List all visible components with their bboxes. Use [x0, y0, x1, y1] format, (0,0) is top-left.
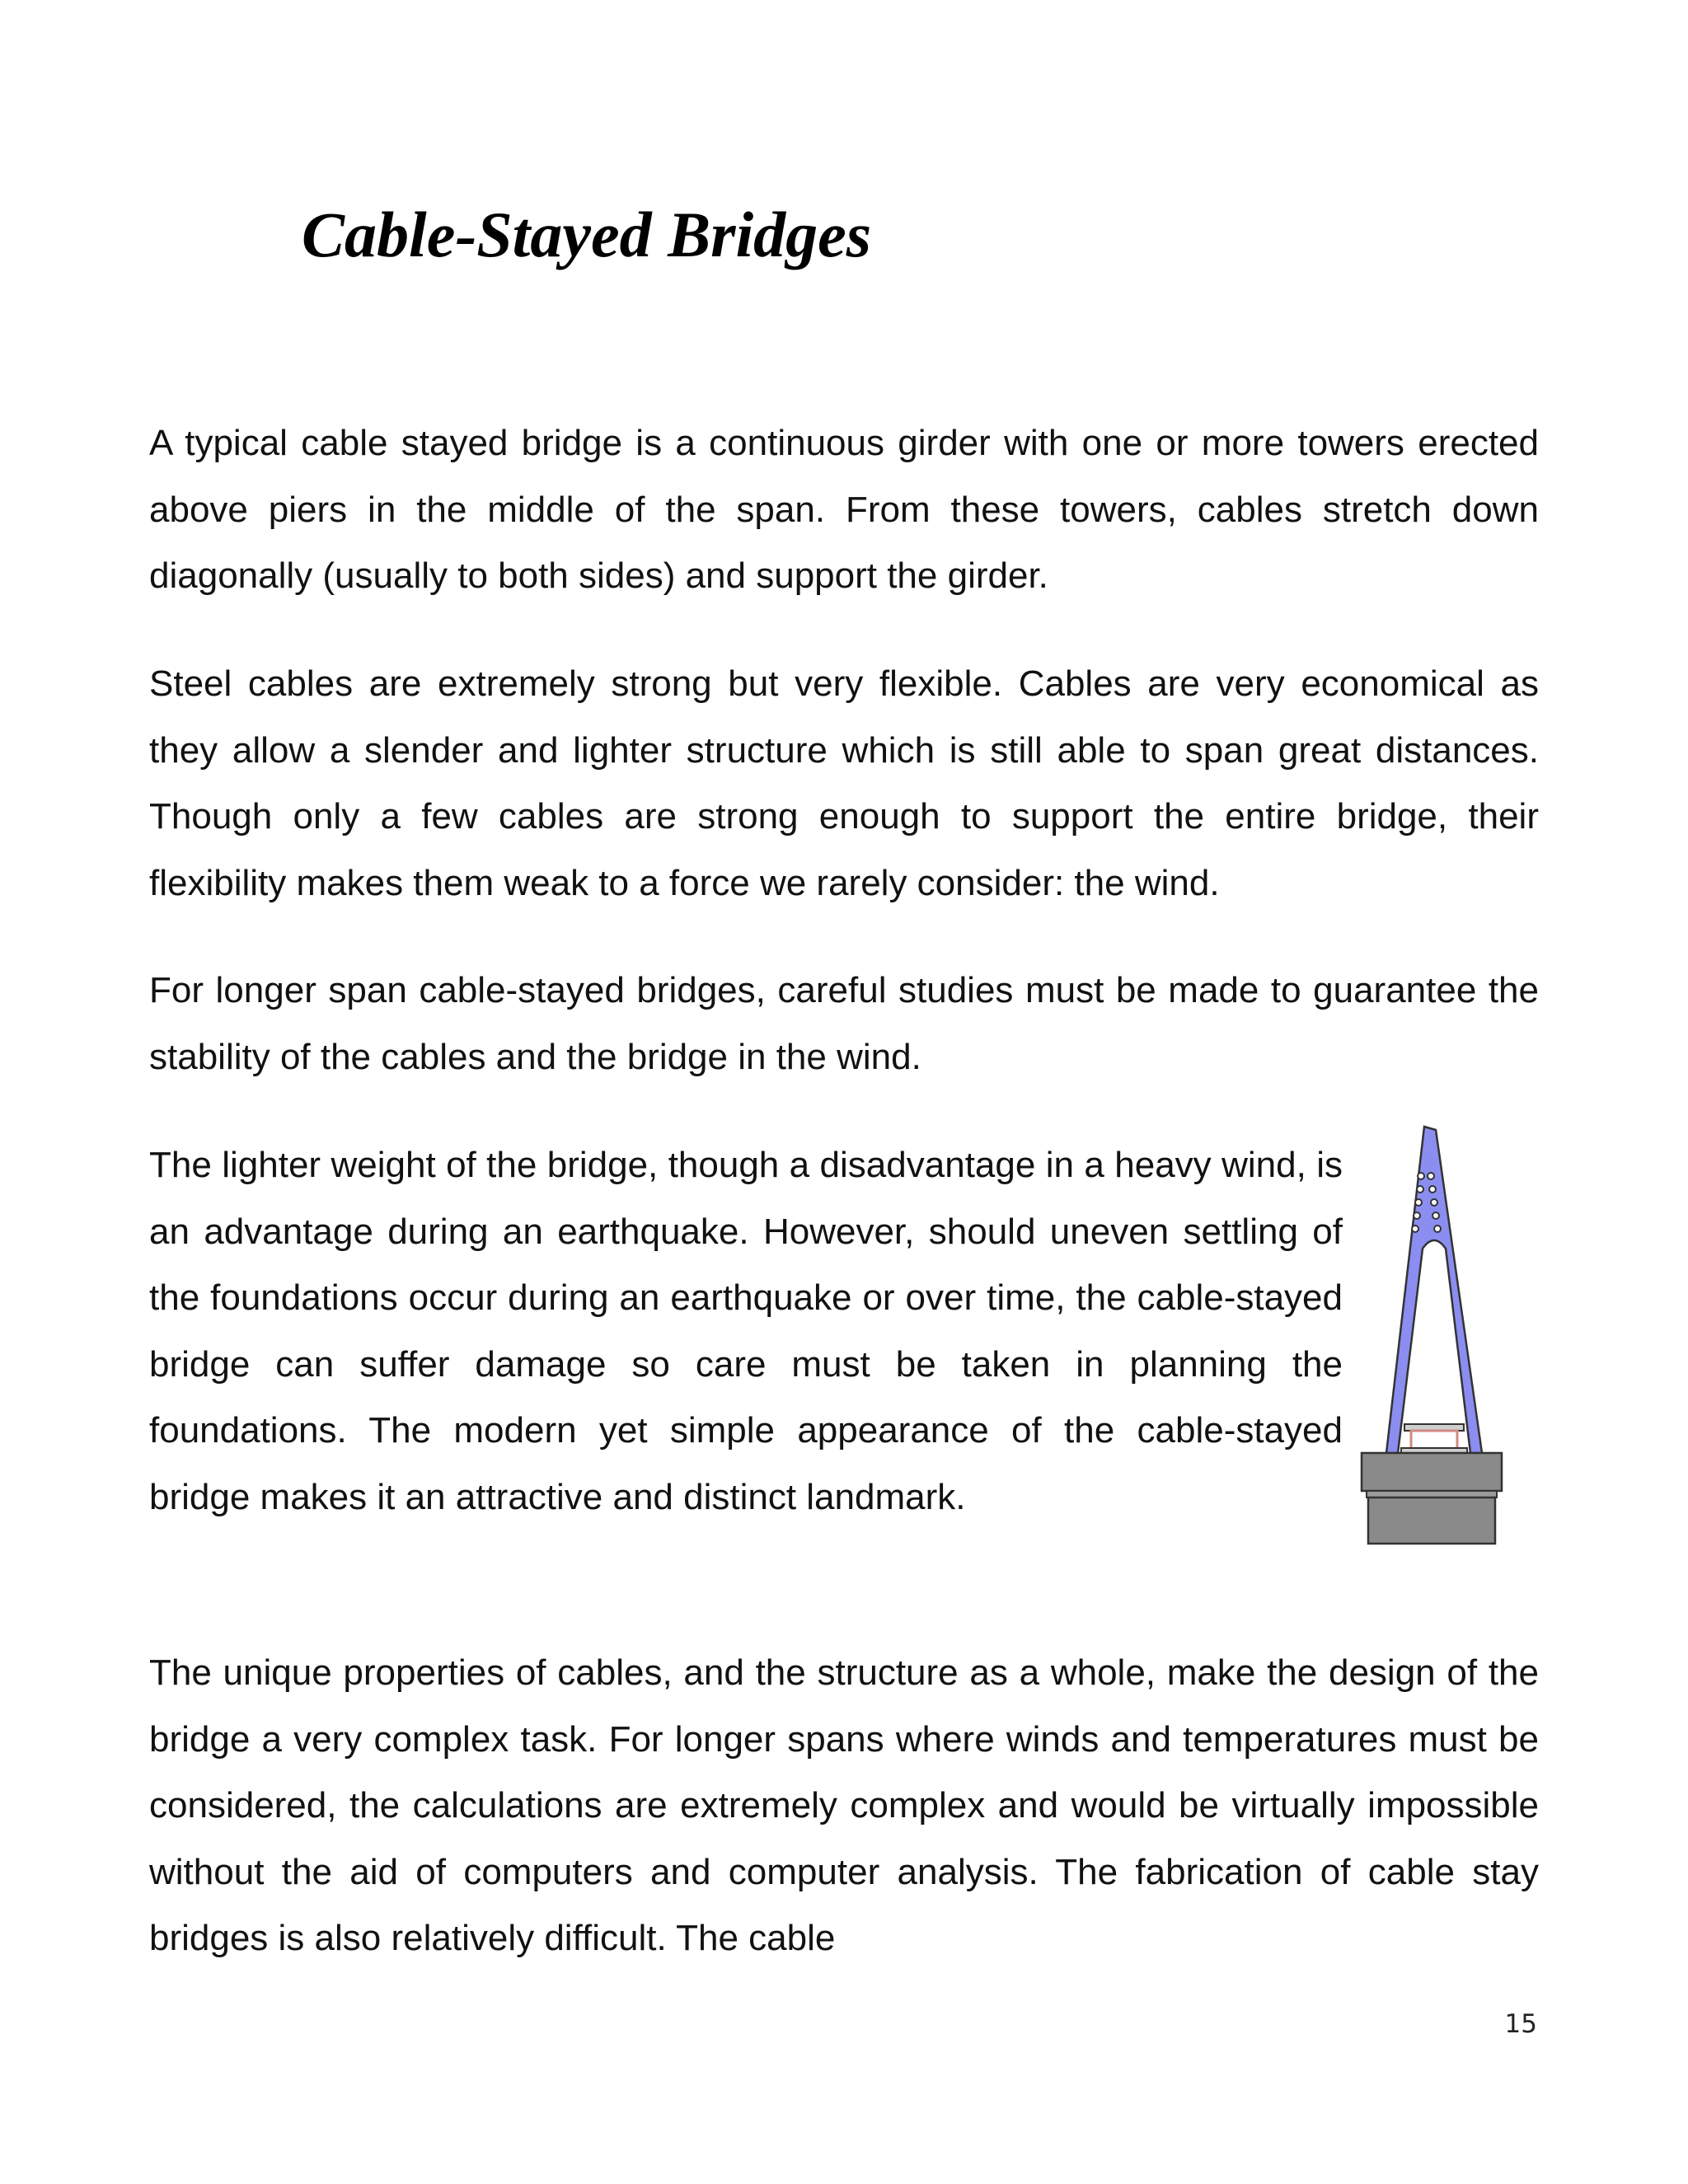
paragraph-1: A typical cable stayed bridge is a continuous girder with one or more towers erected above piers in the middle of the span. From these towers, cables stretch down diagonally (usually to both sides) and support the girder.	[149, 423, 1539, 596]
paragraph-4: The lighter weight of the bridge, though a disadvantage in a heavy wind, is an advantage during an earthquake. However, should uneven settling of the foundations occur during an earthquake or over time, the cable-stayed bridge can suffer damage so care must be taken in planning the foundations. The modern yet simple appearance of the cable-stayed bridge makes it an attractive and distinct landmark.	[149, 1145, 1343, 1517]
bridge-tower-icon	[1360, 1125, 1508, 1545]
paragraph-5: The unique properties of cables, and the structure as a whole, make the design of the bridge a very complex task. For longer spans where winds and temperatures must be considered, the calculations are extremely complex and would be virtually impossible without the aid of computers and computer analysis. The fabrication of cable stay bridges is also relatively difficult. The cable	[149, 1652, 1539, 1958]
page-title: Cable-Stayed Bridges	[302, 199, 872, 270]
page-number: 15	[1504, 2009, 1537, 2039]
paragraph-2: Steel cables are extremely strong but very flexible. Cables are very economical as they allow a slender and lighter structure which is still able to span great distances. Though only a few cables are strong enough to support the entire bridge, their flexibility makes them weak to a force we rarely consider: the wind.	[149, 663, 1539, 903]
paragraph-3: For longer span cable-stayed bridges, careful studies must be made to guarantee the stability of the cables and the bridge in the wind.	[149, 970, 1539, 1077]
